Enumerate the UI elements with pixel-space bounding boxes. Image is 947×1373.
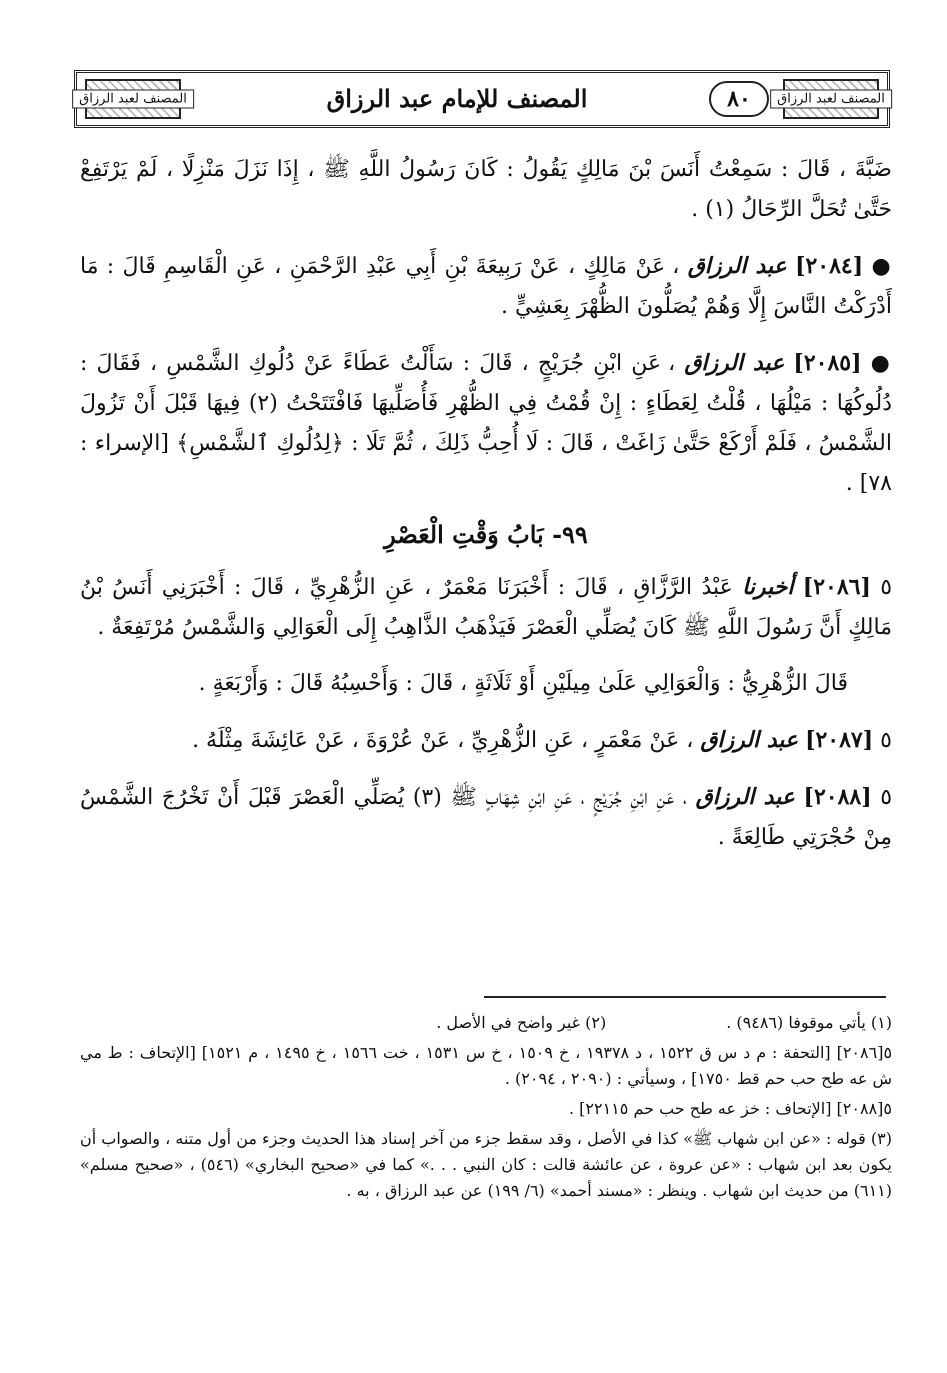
footnote-1: (١) يأتي موقوفا (٩٤٨٦) . [726, 1013, 892, 1032]
zuhri-comment: قَالَ الزُّهْرِيُّ : وَالْعَوَالِي عَلَىٰ مِيلَيْنِ أَوْ ثَلَاثَةٍ ، قَالَ : وَأَحْسِبُهُ قَالَ : وَأَرْبَعَةٍ . [198, 671, 848, 696]
hadith-number: [٢٠٨٤] [795, 253, 864, 279]
takhrij-2088: ٥[٢٠٨٨] [الإتحاف : خز عه طح حب حم ٢٢١١٥] . [568, 1099, 892, 1118]
footnote-2: (٢) غير واضح في الأصل . [436, 1013, 607, 1032]
hadith-number: [٢٠٨٦] [802, 574, 871, 600]
hadith-2084 [80, 246, 892, 327]
paragraph-continuation: ضَبَّةَ ، قَالَ : سَمِعْتُ أَنَسَ بْنَ مَالِكٍ يَقُولُ : كَانَ رَسُولُ اللَّهِ ﷺ ، إِذَا نَزَلَ مَنْزِلًا ، لَمْ يَرْتَفِعْ حَتَّىٰ تُحَلَّ الرِّحَالُ (١) . [80, 157, 892, 222]
hadith-number: [٢٠٨٨] [803, 784, 872, 810]
main-text [80, 150, 892, 874]
header-ornament-right [777, 79, 885, 119]
circle-marker: ٥ [880, 575, 893, 600]
hadith-text: ، عَنْ مَالِكٍ ، عَنْ رَبِيعَةَ بْنِ أَبِي عَبْدِ الرَّحْمَنِ ، عَنِ الْقَاسِمِ قَالَ : مَا أَدْرَكْتُ النَّاسَ إِلَّا وَهُمْ يُصَلُّونَ الظُّهْرَ بِعَشِيٍّ . [80, 254, 892, 319]
bullet: ● [871, 254, 892, 279]
header-ornament-left [79, 79, 187, 119]
hadith-author: عبد الرزاق [695, 784, 795, 810]
hadith-2086 [80, 567, 892, 648]
book-title: المصنف للإمام عبد الرزاق [326, 84, 588, 113]
hadith-author: عبد الرزاق [687, 253, 787, 279]
hadith-text: ، عَنْ مَعْمَرٍ ، عَنِ الزُّهْرِيِّ ، عَنْ عُرْوَةَ ، عَنْ عَائِشَةَ مِثْلَهُ . [192, 728, 694, 753]
hadith-author: أخبرنا [742, 574, 794, 600]
ornament-label: المصنف لعبد الرزاق [72, 90, 194, 109]
bullet: ● [870, 351, 893, 376]
hadith-text: ، عَنِ ابْنِ جُرَيْجٍ ، عَنِ ابْنِ شِهَابٍ ﷺ (٣) يُصَلِّي الْعَصْرَ قَبْلَ أَنْ تَخْرُجَ الشَّمْسُ مِنْ حُجْرَتِي طَالِعَةً . [80, 785, 892, 850]
hadith-author: عبد الرزاق [684, 350, 785, 376]
hadith-number: [٢٠٨٥] [793, 350, 862, 376]
hadith-2088 [80, 777, 892, 858]
circle-marker: ٥ [880, 785, 893, 810]
takhrij-2086: ٥[٢٠٨٦] [التحفة : م د س ق ١٥٢٢ ، د ١٩٣٧٨ ، خ ١٥٠٩ ، خ س ١٥٣١ ، خت ١٥٦٦ ، خ ١٤٩٥ ، م ١٥٢١] [الإتحاف : ط مي ش عه طح حب حم قط ١٧٥٠] ، وسيأتي : (٢٠٩٠ ، ٢٠٩٤) . [80, 1043, 893, 1088]
footnote-divider [484, 996, 886, 998]
hadith-2087 [80, 720, 892, 761]
footnote-row [80, 1010, 892, 1040]
footnotes [80, 1010, 892, 1208]
hadith-author: عبد الرزاق [700, 727, 799, 753]
page-header [74, 70, 890, 128]
hadith-text: ، عَنِ ابْنِ جُرَيْجٍ ، قَالَ : سَأَلْتُ عَطَاءً عَنْ دُلُوكِ الشَّمْسِ ، فَقَالَ : دُلُوكُهَا : مَيْلُهَا ، قُلْتُ لِعَطَاءٍ : إِنْ قُمْتُ فِي الظُّهْرِ فَأُصَلِّيهَا فَافْتَتَحْتُ (٢) فِيهَا قَبْلَ أَنْ تَزُولَ الشَّمْسُ ، فَلَمْ أَرْكَعْ حَتَّىٰ زَاغَتْ ، قَالَ : لَا أُحِبُّ ذَلِكَ ، ثُمَّ تَلَا : ﴿لِدُلُوكِ ٱلشَّمْسِ﴾ [الإسراء : ٧٨] . [80, 351, 892, 496]
hadith-text: عَبْدُ الرَّزَّاقِ ، قَالَ : أَخْبَرَنَا مَعْمَرٌ ، عَنِ الزُّهْرِيِّ ، قَالَ : أَخْبَرَنِي أَنَسُ بْنُ مَالِكٍ أَنَّ رَسُولَ اللَّهِ ﷺ كَانَ يُصَلِّي الْعَصْرَ فَيَذْهَبُ الذَّاهِبُ إِلَى الْعَوَالِي وَالشَّمْسُ مُرْتَفِعَةٌ . [80, 575, 892, 640]
chapter-heading: ٩٩- بَابُ وَقْتِ الْعَصْرِ [384, 520, 588, 549]
footnote-3: (٣) قوله : «عن ابن شهاب ﷺ» كذا في الأصل ، وقد سقط جزء من آخر إسناد هذا الحديث وجزء من أول متنه ، والصواب أن يكون بعد ابن شهاب : «عن عروة ، عن عائشة قالت : كان النبي . . .» كما في «صحيح البخاري» (٥٤٦) ، «صحيح مسلم» (٦١١) من حديث ابن شهاب . وينظر : «مسند أحمد» (٦/ ١٩٩) عن عبد الرزاق ، به . [80, 1129, 892, 1200]
hadith-2085 [80, 343, 892, 504]
hadith-number: [٢٠٨٧] [805, 727, 874, 753]
ornament-label: المصنف لعبد الرزاق [770, 90, 892, 109]
page-number: ٨٠ [709, 81, 769, 117]
circle-marker: ٥ [880, 728, 892, 753]
